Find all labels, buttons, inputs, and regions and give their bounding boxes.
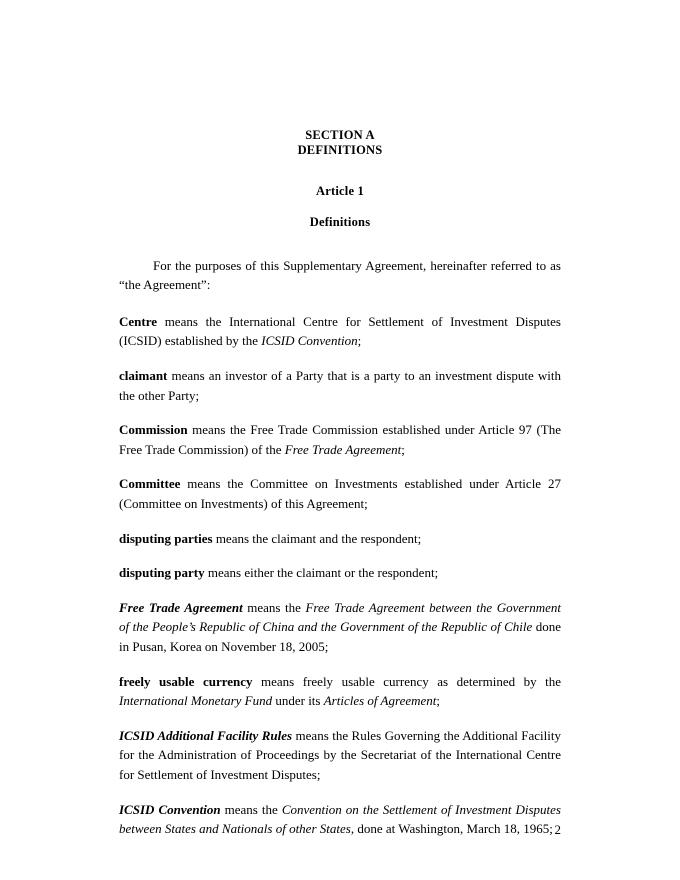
definition-text: means the — [220, 801, 282, 817]
definition-text: ; — [436, 693, 440, 709]
definition-text: means the claimant and the respondent; — [212, 530, 422, 546]
definition-term: disputing party — [119, 565, 205, 581]
definition-cited-title: International Monetary Fund — [119, 693, 273, 709]
definition-paragraph — [119, 474, 561, 513]
definition-term: Free Trade Agreement — [119, 599, 243, 615]
definition-text: means the Free Trade Commission established under Article 97 (The Free Trade Commission) of the — [119, 422, 561, 457]
definition-paragraph — [119, 598, 561, 657]
definition-cited-title: Free Trade Agreement — [284, 441, 402, 457]
definition-term: Centre — [119, 313, 158, 329]
definition-text: ; — [401, 441, 405, 457]
spacer-after-article-heading — [119, 199, 561, 215]
definition-paragraph — [119, 312, 561, 351]
definition-term: Commission — [119, 422, 188, 438]
definition-text: means freely usable currency as determined by the — [252, 673, 561, 689]
page-number: 2 — [554, 822, 561, 837]
definitions-heading: Definitions — [309, 215, 371, 230]
definition-cited-title: Free Trade Agreement between the Government of the People’s Republic of China and the Government of the Republic of Chile — [119, 599, 562, 635]
definition-cited-title: ICSID Convention — [261, 333, 358, 349]
definition-text: means the — [242, 599, 306, 615]
spacer-before-body — [119, 231, 561, 256]
definition-text: means the International Centre for Settlement of Investment Disputes (ICSID) established by the — [119, 313, 561, 349]
definition-cited-title: Convention on the Settlement of Investment Disputes between States and Nationals of other States — [119, 801, 561, 837]
section-title-line-2: DEFINITIONS — [297, 143, 383, 158]
section-title-line-1: SECTION A — [305, 128, 375, 142]
definition-paragraph — [119, 366, 561, 405]
definition-text: under its — [272, 693, 324, 709]
definition-term: claimant — [119, 368, 168, 383]
definition-list — [119, 312, 561, 839]
article-heading: Article 1 — [316, 183, 364, 198]
definition-text: means the Rules Governing the Additional Facility for the Administration of Proceedings by the Secretariat of the International Centre for Settlement of Investment Disputes; — [119, 727, 561, 782]
intro-paragraph: For the purposes of this Supplementary Agreement, hereinafter referred to as “the Agreement”: — [119, 257, 561, 293]
definition-term: ICSID Additional Facility Rules — [119, 727, 293, 743]
definition-cited-title: Articles of Agreement — [323, 693, 437, 709]
definition-paragraph — [119, 529, 561, 549]
definition-text: done in Pusan, Korea on November 18, 2005; — [119, 619, 561, 654]
definition-term: Committee — [119, 476, 181, 492]
definition-paragraph — [119, 672, 561, 711]
definition-text: means an investor of a Party that is a party to an investment dispute with the other Party; — [119, 368, 561, 403]
page-content — [119, 128, 561, 839]
definition-term: ICSID Convention — [119, 801, 221, 817]
definition-text: means the Committee on Investments established under Article 27 (Committee on Investments) of this Agreement; — [119, 476, 561, 511]
definition-term: freely usable currency — [119, 673, 253, 689]
definition-paragraph — [119, 563, 561, 583]
definition-text: , done at Washington, March 18, 1965; — [350, 821, 553, 837]
spacer-after-section-title — [119, 159, 561, 184]
definition-term: disputing parties — [119, 530, 213, 546]
definition-paragraph — [119, 726, 561, 785]
definition-text: ; — [357, 333, 362, 349]
definition-text: means either the claimant or the respondent; — [204, 565, 439, 581]
definition-paragraph — [119, 420, 561, 459]
